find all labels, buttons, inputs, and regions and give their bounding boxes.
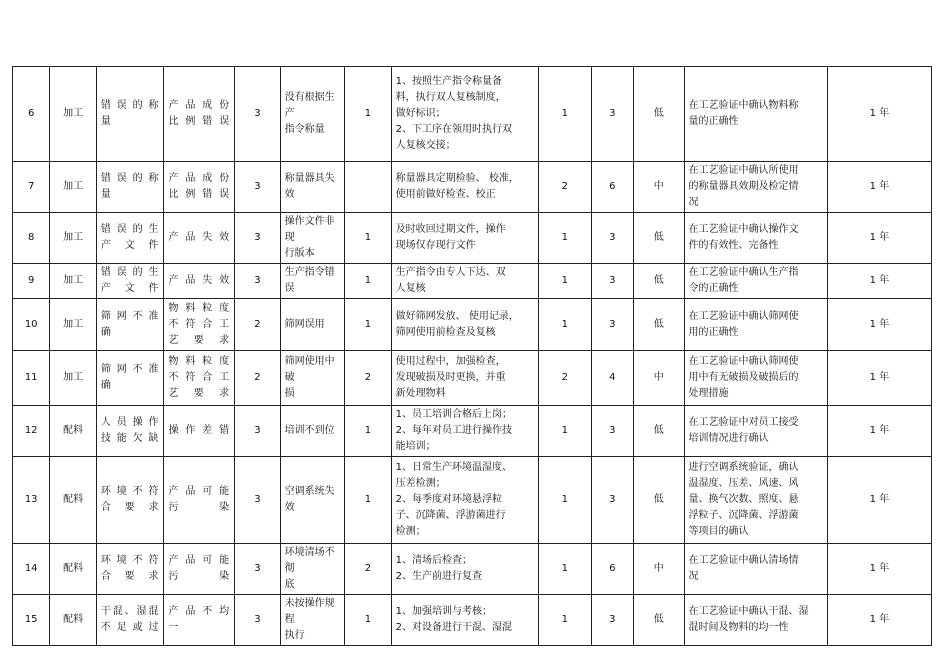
occurrence-cell: 1 <box>345 67 391 162</box>
row-number-cell: 15 <box>13 595 50 646</box>
failure-effect-cell: 产品失效 <box>164 264 235 299</box>
severity-cell: 3 <box>235 264 280 299</box>
severity-cell: 2 <box>235 299 280 351</box>
failure-cause-cell: 环境清场不彻 底 <box>280 544 345 595</box>
risk-level-cell: 低 <box>634 67 684 162</box>
process-stage-cell: 加工 <box>50 162 96 213</box>
risk-priority-cell: 3 <box>591 213 633 264</box>
detectability-cell: 1 <box>539 457 592 544</box>
failure-mode-cell: 筛 网 不 准 确 <box>96 299 164 351</box>
failure-effect-cell: 产品失效 <box>164 213 235 264</box>
risk-priority-cell: 3 <box>591 457 633 544</box>
process-stage-cell: 配料 <box>50 457 96 544</box>
review-period-cell: 1 年 <box>827 595 931 646</box>
table-row <box>13 162 932 213</box>
detectability-cell: 2 <box>539 351 592 406</box>
failure-cause-cell: 筛网误用 <box>280 299 345 351</box>
verification-action-cell: 在工艺验证中对员工接受 培训情况进行确认 <box>684 406 827 457</box>
occurrence-cell: 1 <box>345 299 391 351</box>
current-control-cell: 及时收回过期文件，操作 现场仅存现行文件 <box>391 213 538 264</box>
risk-level-cell: 低 <box>634 213 684 264</box>
process-stage-cell: 加工 <box>50 299 96 351</box>
row-number-cell: 14 <box>13 544 50 595</box>
failure-effect-cell: 产 品 可 能 污染 <box>164 457 235 544</box>
failure-cause-cell: 生产指令错误 <box>280 264 345 299</box>
occurrence-cell: 1 <box>345 406 391 457</box>
occurrence-cell: 1 <box>345 213 391 264</box>
failure-mode-cell: 环 境 不 符 合要求 <box>96 457 164 544</box>
failure-cause-cell: 未按操作规程 执行 <box>280 595 345 646</box>
process-stage-cell: 加工 <box>50 213 96 264</box>
review-period-cell: 1 年 <box>827 67 931 162</box>
review-period-cell: 1 年 <box>827 264 931 299</box>
row-number-cell: 13 <box>13 457 50 544</box>
failure-mode-cell: 错 误 的 称 量 <box>96 67 164 162</box>
failure-effect-cell: 物 料 粒 度 不 符 合 工 艺要求 <box>164 351 235 406</box>
severity-cell: 3 <box>235 213 280 264</box>
risk-level-cell: 低 <box>634 406 684 457</box>
failure-cause-cell: 空调系统失效 <box>280 457 345 544</box>
detectability-cell: 1 <box>539 406 592 457</box>
failure-effect-cell: 产 品 不 均 一 <box>164 595 235 646</box>
verification-action-cell: 在工艺验证中确认清场情 况 <box>684 544 827 595</box>
verification-action-cell: 在工艺验证中确认干混、湿 混时间及物料的均一性 <box>684 595 827 646</box>
failure-effect-cell: 操作差错 <box>164 406 235 457</box>
process-stage-cell: 配料 <box>50 406 96 457</box>
detectability-cell: 1 <box>539 299 592 351</box>
review-period-cell: 1 年 <box>827 213 931 264</box>
occurrence-cell: 1 <box>345 457 391 544</box>
severity-cell: 2 <box>235 351 280 406</box>
process-stage-cell: 配料 <box>50 544 96 595</box>
risk-level-cell: 低 <box>634 595 684 646</box>
risk-level-cell: 低 <box>634 457 684 544</box>
risk-level-cell: 中 <box>634 351 684 406</box>
severity-cell: 3 <box>235 67 280 162</box>
current-control-cell: 称量器具定期检验、 校准， 使用前做好检查、校正 <box>391 162 538 213</box>
occurrence-cell <box>345 162 391 213</box>
row-number-cell: 8 <box>13 213 50 264</box>
current-control-cell: 1、员工培训合格后上岗； 2、每年对员工进行操作技 能培训； <box>391 406 538 457</box>
review-period-cell: 1 年 <box>827 457 931 544</box>
current-control-cell: 1、日常生产环境温湿度、 压差检测； 2、每季度对环境悬浮粒 子、沉降菌、浮游菌进行 检测； <box>391 457 538 544</box>
occurrence-cell: 2 <box>345 351 391 406</box>
failure-mode-cell: 错 误 的 称 量 <box>96 162 164 213</box>
row-number-cell: 12 <box>13 406 50 457</box>
table-row <box>13 213 932 264</box>
failure-effect-cell: 产 品 可 能 污染 <box>164 544 235 595</box>
occurrence-cell: 1 <box>345 595 391 646</box>
failure-mode-cell: 人 员 操 作 技能欠缺 <box>96 406 164 457</box>
failure-effect-cell: 产 品 成 份 比例错误 <box>164 162 235 213</box>
current-control-cell: 做好筛网发放、 使用记录， 筛网使用前检查及复核 <box>391 299 538 351</box>
detectability-cell: 2 <box>539 162 592 213</box>
row-number-cell: 10 <box>13 299 50 351</box>
table-row <box>13 544 932 595</box>
process-stage-cell: 加工 <box>50 264 96 299</box>
risk-priority-cell: 3 <box>591 264 633 299</box>
row-number-cell: 9 <box>13 264 50 299</box>
table-row <box>13 595 932 646</box>
review-period-cell: 1 年 <box>827 544 931 595</box>
failure-mode-cell: 错 误 的 生 产文件 <box>96 213 164 264</box>
verification-action-cell: 进行空调系统验证，确认 温湿度、压差、风速、风 量、换气次数、照度、悬 浮粒子、沉降菌、浮游菌 等项目的确认 <box>684 457 827 544</box>
process-stage-cell: 配料 <box>50 595 96 646</box>
risk-priority-cell: 3 <box>591 595 633 646</box>
risk-priority-cell: 4 <box>591 351 633 406</box>
failure-mode-cell: 干混、湿混 不 足 或 过 <box>96 595 164 646</box>
current-control-cell: 使用过程中，加强检查， 发现破损及时更换，并重 新处理物料 <box>391 351 538 406</box>
risk-priority-cell: 3 <box>591 67 633 162</box>
process-stage-cell: 加工 <box>50 351 96 406</box>
table-row <box>13 457 932 544</box>
verification-action-cell: 在工艺验证中确认筛网使 用的正确性 <box>684 299 827 351</box>
risk-priority-cell: 6 <box>591 544 633 595</box>
verification-action-cell: 在工艺验证中确认生产指 令的正确性 <box>684 264 827 299</box>
review-period-cell: 1 年 <box>827 351 931 406</box>
detectability-cell: 1 <box>539 213 592 264</box>
verification-action-cell: 在工艺验证中确认所使用 的称量器具效期及检定情 况 <box>684 162 827 213</box>
severity-cell: 3 <box>235 544 280 595</box>
verification-action-cell: 在工艺验证中确认物料称 量的正确性 <box>684 67 827 162</box>
failure-cause-cell: 操作文件非现 行版本 <box>280 213 345 264</box>
severity-cell: 3 <box>235 162 280 213</box>
risk-priority-cell: 3 <box>591 406 633 457</box>
table-row <box>13 351 932 406</box>
failure-cause-cell: 筛网使用中破 损 <box>280 351 345 406</box>
risk-assessment-table <box>12 66 932 646</box>
risk-priority-cell: 3 <box>591 299 633 351</box>
failure-cause-cell: 培训不到位 <box>280 406 345 457</box>
current-control-cell: 1、加强培训与考核； 2、对设备进行干混、湿混 <box>391 595 538 646</box>
table-row <box>13 67 932 162</box>
risk-level-cell: 中 <box>634 162 684 213</box>
table-row <box>13 299 932 351</box>
row-number-cell: 6 <box>13 67 50 162</box>
failure-mode-cell: 环 境 不 符 合要求 <box>96 544 164 595</box>
verification-action-cell: 在工艺验证中确认筛网使 用中有无破损及破损后的 处理措施 <box>684 351 827 406</box>
occurrence-cell: 1 <box>345 264 391 299</box>
risk-level-cell: 中 <box>634 544 684 595</box>
table-row <box>13 406 932 457</box>
process-stage-cell: 加工 <box>50 67 96 162</box>
verification-action-cell: 在工艺验证中确认操作文 件的有效性、完备性 <box>684 213 827 264</box>
current-control-cell: 1、清场后检查； 2、生产前进行复查 <box>391 544 538 595</box>
failure-effect-cell: 产 品 成 份 比例错误 <box>164 67 235 162</box>
failure-mode-cell: 错 误 的 生 产文件 <box>96 264 164 299</box>
detectability-cell: 1 <box>539 544 592 595</box>
risk-level-cell: 低 <box>634 264 684 299</box>
review-period-cell: 1 年 <box>827 162 931 213</box>
risk-priority-cell: 6 <box>591 162 633 213</box>
current-control-cell: 生产指令由专人下达、双 人复核 <box>391 264 538 299</box>
severity-cell: 3 <box>235 595 280 646</box>
detectability-cell: 1 <box>539 67 592 162</box>
detectability-cell: 1 <box>539 264 592 299</box>
failure-cause-cell: 称量器具失效 <box>280 162 345 213</box>
review-period-cell: 1 年 <box>827 406 931 457</box>
occurrence-cell: 2 <box>345 544 391 595</box>
review-period-cell: 1 年 <box>827 299 931 351</box>
row-number-cell: 7 <box>13 162 50 213</box>
failure-effect-cell: 物 料 粒 度 不 符 合 工 艺要求 <box>164 299 235 351</box>
table-row <box>13 264 932 299</box>
risk-level-cell: 低 <box>634 299 684 351</box>
severity-cell: 3 <box>235 406 280 457</box>
detectability-cell: 1 <box>539 595 592 646</box>
row-number-cell: 11 <box>13 351 50 406</box>
current-control-cell: 1、按照生产指令称量备 料，执行双人复核制度， 做好标识； 2、下工序在领用时执行双 人复核交接； <box>391 67 538 162</box>
severity-cell: 3 <box>235 457 280 544</box>
failure-mode-cell: 筛 网 不 准 确 <box>96 351 164 406</box>
failure-cause-cell: 没有根据生产 指令称量 <box>280 67 345 162</box>
